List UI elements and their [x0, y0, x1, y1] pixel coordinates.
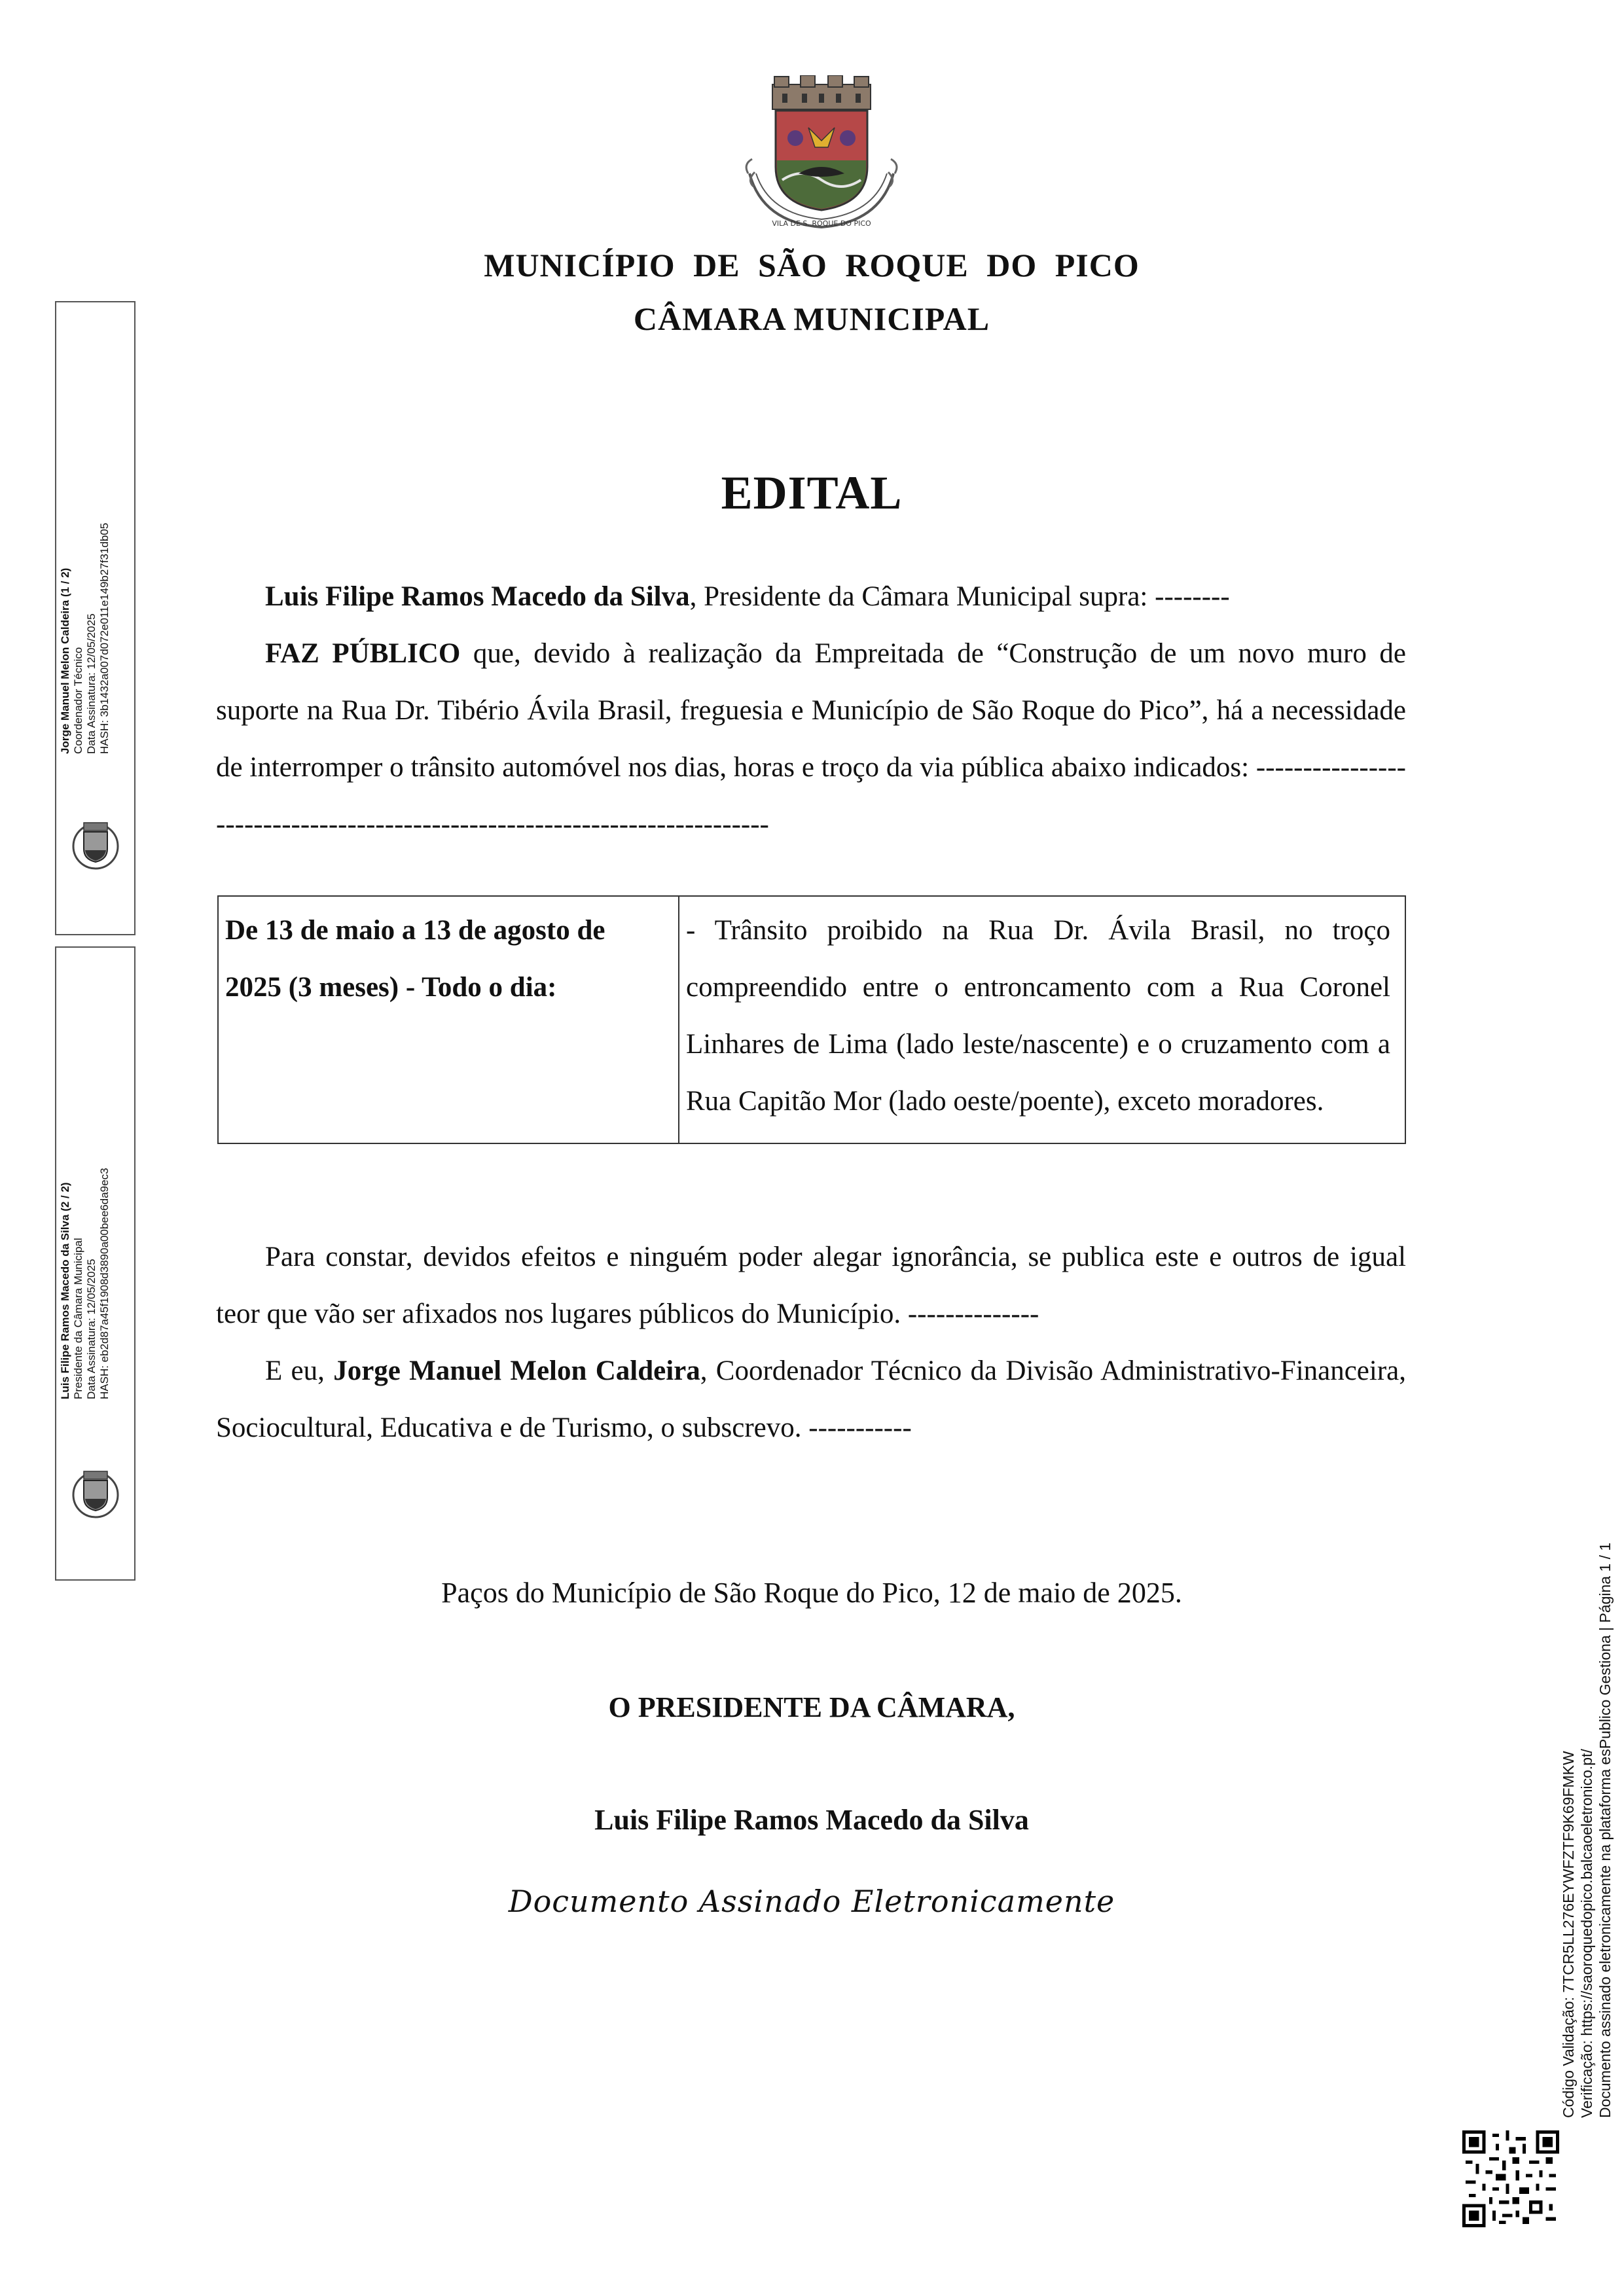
- signature-panel: [55, 946, 135, 1581]
- announcement-paragraph: [216, 625, 1406, 853]
- intro-paragraph: [216, 568, 1406, 625]
- crest-motto: VILA DE S. ROQUE DO PICO: [772, 219, 871, 228]
- signatory-name: Luis Filipe Ramos Macedo da Silva: [594, 1804, 1029, 1836]
- signer-role: Coordenador Técnico: [72, 647, 84, 754]
- validation-code: Código Validação: 7TCR5LL276EYWFZTF9K69FMKW: [1560, 1751, 1577, 2118]
- municipality-heading: MUNICÍPIO DE SÃO ROQUE DO PICO: [484, 247, 1140, 283]
- table-row: [218, 896, 1405, 1143]
- announcement-text: que, devido à realização da Empreitada de “Construção de um novo muro de suporte na Rua Dr. Tibério Ávila Brasil, freguesia e Município de São Roque do Pico”, há a necessidade de interromper o trânsito automóvel nos dias, horas e troço da via pública abaixo indicados: ---------------------------------------------------------------------------: [216, 638, 1406, 840]
- document-title: EDITAL: [721, 467, 903, 519]
- signature-date: Data Assinatura: 12/05/2025: [85, 613, 98, 754]
- subscriber-text: , Coordenador Técnico da Divisão Administrativo-Financeira, Sociocultural, Educativa e de Turismo, o subscrevo. -----------: [216, 1355, 1406, 1443]
- subscriber-paragraph: [216, 1342, 1406, 1456]
- signature-hash: HASH: 3b1432a007d072e011e149b27f31db05: [98, 522, 111, 754]
- signature-details: [59, 126, 131, 754]
- signature-hash: HASH: eb2d87a45f1908d3890a00bee6da9ec3: [98, 1168, 111, 1399]
- signed-electronically-note: Documento Assinado Eletronicamente: [508, 1884, 1115, 1919]
- qr-code-icon: [1462, 2130, 1559, 2227]
- intro-text: , Presidente da Câmara Municipal supra: --------: [689, 581, 1230, 612]
- signer-role: Presidente da Câmara Municipal: [72, 1238, 84, 1399]
- signer-name: Luis Filipe Ramos Macedo da Silva (2 / 2): [59, 1182, 71, 1399]
- signature-details: [59, 771, 131, 1399]
- verification-url[interactable]: Verificação: https://saoroquedopico.balcaoeletronico.pt/: [1578, 1749, 1595, 2118]
- signatory-role: O PRESIDENTE DA CÂMARA,: [608, 1691, 1015, 1723]
- closing-text: Para constar, devidos efeitos e ninguém poder alegar ignorância, se publica este e outros de igual teor que vão ser afixados nos lugares públicos do Município. --------------: [216, 1242, 1406, 1329]
- place-date: Paços do Município de São Roque do Pico, 12 de maio de 2025.: [441, 1577, 1182, 1609]
- chamber-heading: CÂMARA MUNICIPAL: [633, 300, 990, 337]
- president-name: Luis Filipe Ramos Macedo da Silva: [265, 581, 690, 612]
- crest-stamp-icon: [68, 1465, 123, 1520]
- closing-paragraph: [216, 1229, 1406, 1342]
- notice-description: - Trânsito proibido na Rua Dr. Ávila Brasil, no troço compreendido entre o entroncamento com a Rua Coronel Linhares de Lima (lado leste/nascente) e o cruzamento com a Rua Capitão Mor (lado oeste/poente), exceto moradores.: [679, 896, 1405, 1143]
- traffic-notice-table: [217, 895, 1406, 1144]
- signature-date: Data Assinatura: 12/05/2025: [85, 1259, 98, 1399]
- municipal-crest-logo: [736, 75, 907, 232]
- platform-page-info: Documento assinado eletronicamente na plataforma esPublico Gestiona | Página 1 / 1: [1597, 1542, 1614, 2118]
- signer-name: Jorge Manuel Melon Caldeira (1 / 2): [59, 567, 71, 754]
- announcement-lead: FAZ PÚBLICO: [265, 638, 461, 669]
- validation-info: [1559, 1490, 1614, 2118]
- subscriber-name: Jorge Manuel Melon Caldeira: [333, 1355, 700, 1386]
- notice-period: De 13 de maio a 13 de agosto de 2025 (3 meses) - Todo o dia:: [218, 896, 679, 1143]
- subscriber-prefix: E eu,: [265, 1355, 334, 1386]
